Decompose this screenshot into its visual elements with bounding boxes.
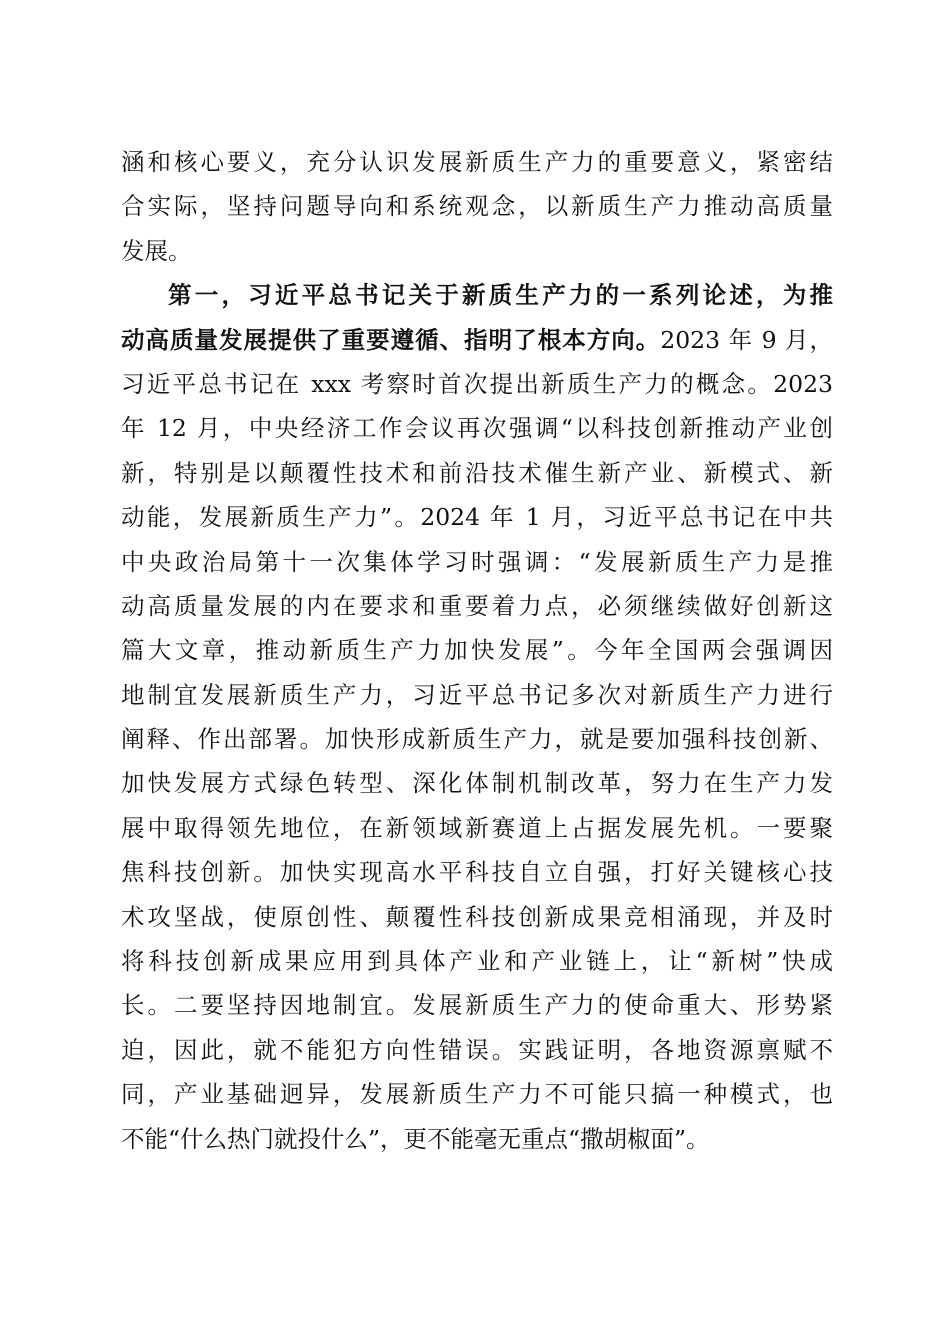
paragraph-2-heading-line-1: 第一，习近平总书记关于新质生产力的一系列论述，为推: [168, 281, 833, 310]
paragraph-2-line-3: 习近平总书记在 xxx 考察时首次提出新质生产力的概念。2023: [121, 369, 833, 398]
paragraph-2-line-2-rest: 2023 年 9 月，: [660, 325, 833, 354]
paragraph-2-line-19: 同，产业基础迥异，发展新质生产力不可能只搞一种模式，也: [121, 1080, 833, 1109]
paragraph-2-line-16: 将科技创新成果应用到具体产业和产业链上，让“新树”快成: [121, 947, 833, 976]
paragraph-2-line-20: 不能“什么热门就投什么”，更不能毫无重点“撒胡椒面”。: [121, 1124, 710, 1153]
paragraph-1-line-2: 合实际，坚持问题导向和系统观念，以新质生产力推动高质量: [121, 192, 833, 221]
paragraph-2-line-5: 新，特别是以颠覆性技术和前沿技术催生新产业、新模式、新: [121, 458, 833, 487]
paragraph-1-line-3: 发展。: [121, 236, 192, 265]
paragraph-2-line-12: 加快发展方式绿色转型、深化体制机制改革，努力在生产力发: [121, 769, 833, 798]
paragraph-2-line-13: 展中取得领先地位，在新领域新赛道上占据发展先机。一要聚: [121, 813, 833, 842]
paragraph-2-line-11: 阐释、作出部署。加快形成新质生产力，就是要加强科技创新、: [121, 725, 833, 754]
paragraph-2-line-15: 术攻坚战，使原创性、颠覆性科技创新成果竞相涌现，并及时: [121, 902, 833, 931]
paragraph-2-line-7: 中央政治局第十一次集体学习时强调：“发展新质生产力是推: [121, 547, 833, 576]
body-text: [121, 140, 833, 1161]
paragraph-2-line-8: 动高质量发展的内在要求和重要着力点，必须继续做好创新这: [121, 591, 833, 620]
paragraph-2-line-2: [121, 318, 833, 362]
paragraph-2-line-14: 焦科技创新。加快实现高水平科技自立自强，打好关键核心技: [121, 858, 833, 887]
paragraph-1-line-1: 涵和核心要义，充分认识发展新质生产力的重要意义，紧密结: [121, 148, 833, 176]
paragraph-2-line-9: 篇大文章，推动新质生产力加快发展”。今年全国两会强调因: [121, 636, 833, 665]
paragraph-2-line-18: 迫，因此，就不能犯方向性错误。实践证明，各地资源禀赋不: [121, 1035, 833, 1064]
paragraph-2-line-6: 动能，发展新质生产力”。2024 年 1 月，习近平总书记在中共: [121, 503, 833, 532]
paragraph-2-line-17: 长。二要坚持因地制宜。发展新质生产力的使命重大、形势紧: [121, 991, 833, 1020]
paragraph-2-heading-line-2: 动高质量发展提供了重要遵循、指明了根本方向。: [121, 325, 661, 354]
paragraph-2-line-4: 年 12 月，中央经济工作会议再次强调“以科技创新推动产业创: [121, 414, 833, 443]
paragraph-2-line-10: 地制宜发展新质生产力，习近平总书记多次对新质生产力进行: [121, 680, 833, 709]
